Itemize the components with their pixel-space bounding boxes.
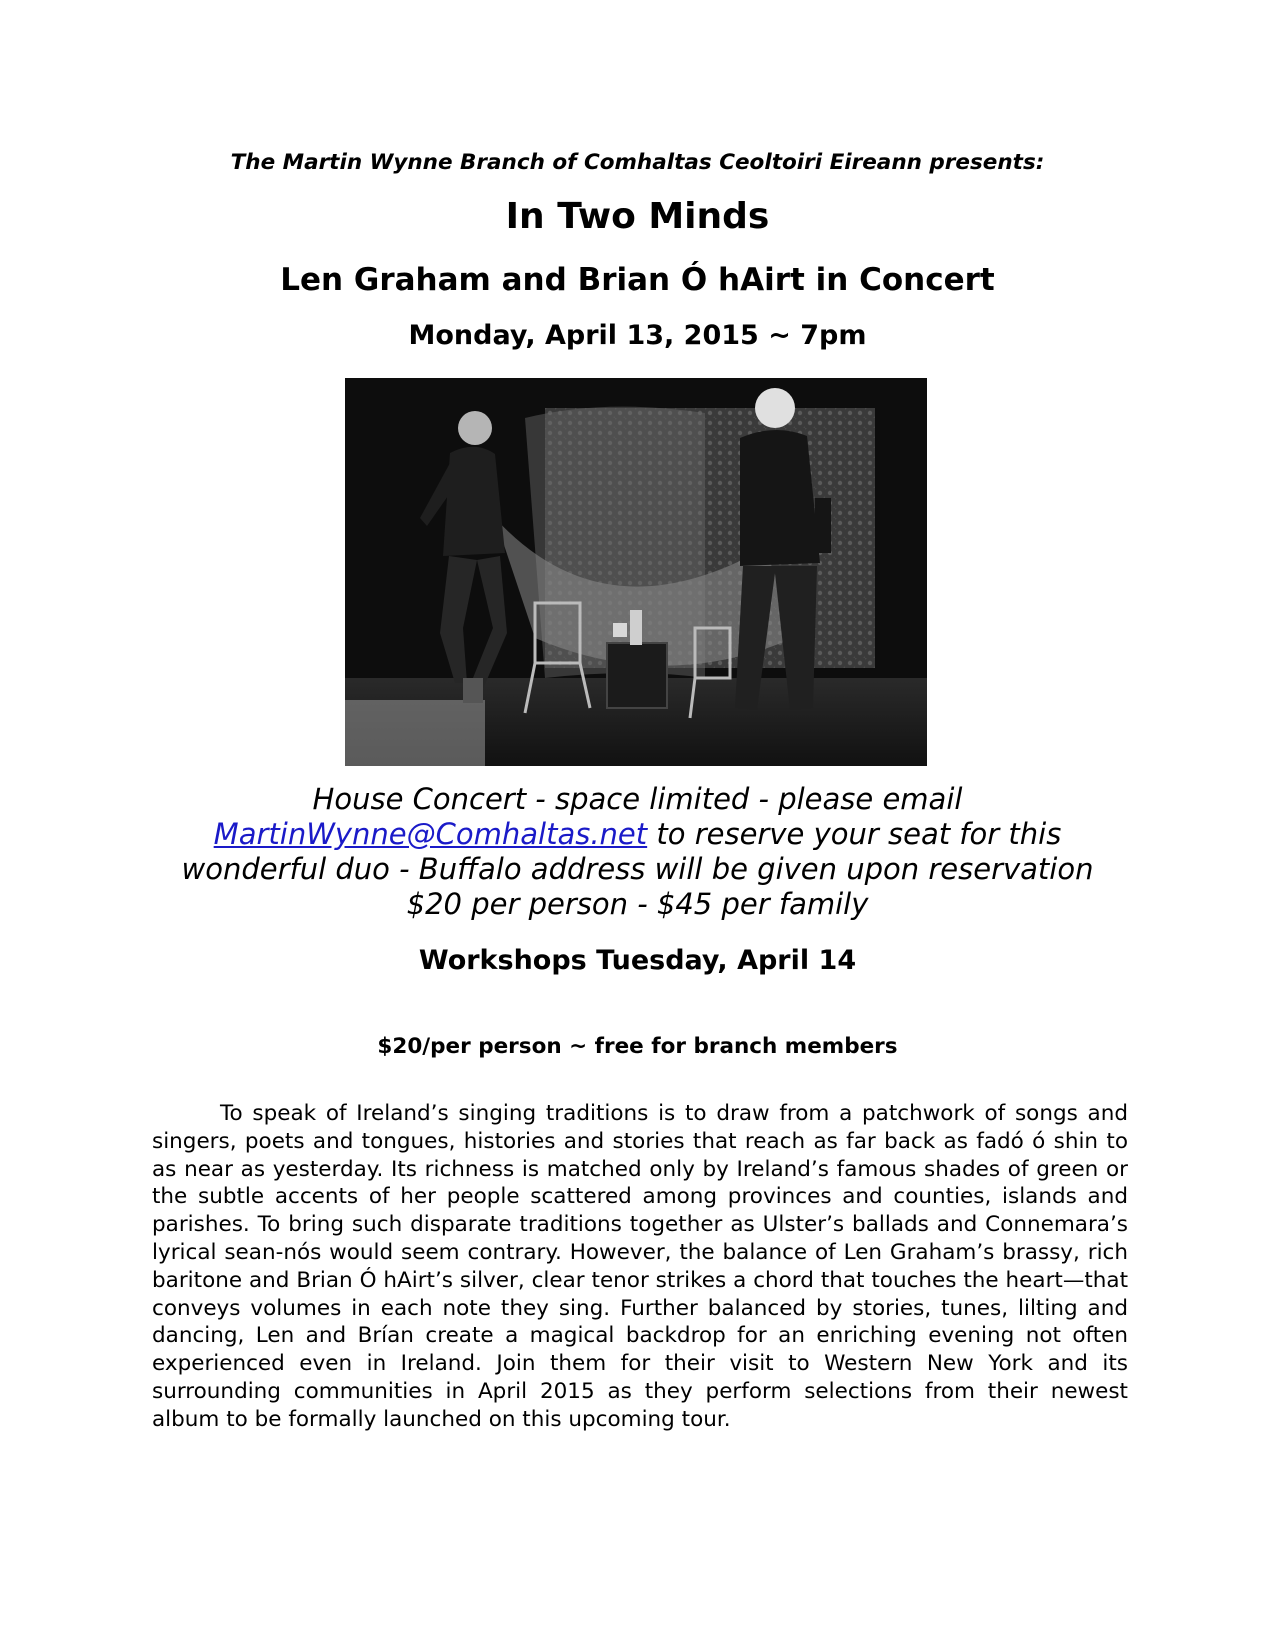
- workshop-price: $20/per person ~ free for branch members: [377, 1034, 898, 1059]
- workshops-heading: Workshops Tuesday, April 14: [418, 945, 857, 976]
- info-line-2: [100, 817, 1175, 852]
- info-line-3: wonderful duo - Buffalo address will be given upon reservation: [181, 852, 1094, 886]
- info-line-2-text: to reserve your seat for this: [647, 817, 1062, 851]
- info-line-1: House Concert - space limited - please email: [312, 782, 963, 816]
- performers-photo: [345, 378, 927, 766]
- reservation-email-link[interactable]: MartinWynne@Comhaltas.net: [213, 817, 648, 851]
- event-title: In Two Minds: [505, 196, 770, 237]
- description-paragraph: To speak of Ireland’s singing traditions is to draw from a patchwork of songs and singers, poets and tongues, histories and stories that reach as far back as fadó ó shin to as near as yesterday. Its richness is matched only by Ireland’s famous shades of green or the subtle accents of her people scattered among provinces and counties, islands and parishes. To bring such disparate traditions together as Ulster’s ballads and Connemara’s lyrical sean-nós would seem contrary. However, the balance of Len Graham’s brassy, rich baritone and Brian Ó hAirt’s silver, clear tenor strikes a chord that touches the heart—that conveys volumes in each note they sing. Further balanced by stories, tunes, lilting and dancing, Len and Brían create a magical backdrop for an enriching evening not often experienced even in Ireland. Join them for their visit to Western New York and its surrounding communities in April 2015 as they perform selections from their newest album to be formally launched on this upcoming tour.: [152, 1101, 1128, 1432]
- house-concert-info: [100, 782, 1175, 922]
- pricing-line: $20 per person - $45 per family: [406, 887, 869, 921]
- event-subtitle: Len Graham and Brian Ó hAirt in Concert: [280, 262, 995, 298]
- event-datetime: Monday, April 13, 2015 ~ 7pm: [408, 320, 867, 351]
- presenter-line: The Martin Wynne Branch of Comhaltas Ceoltoiri Eireann presents:: [230, 150, 1045, 175]
